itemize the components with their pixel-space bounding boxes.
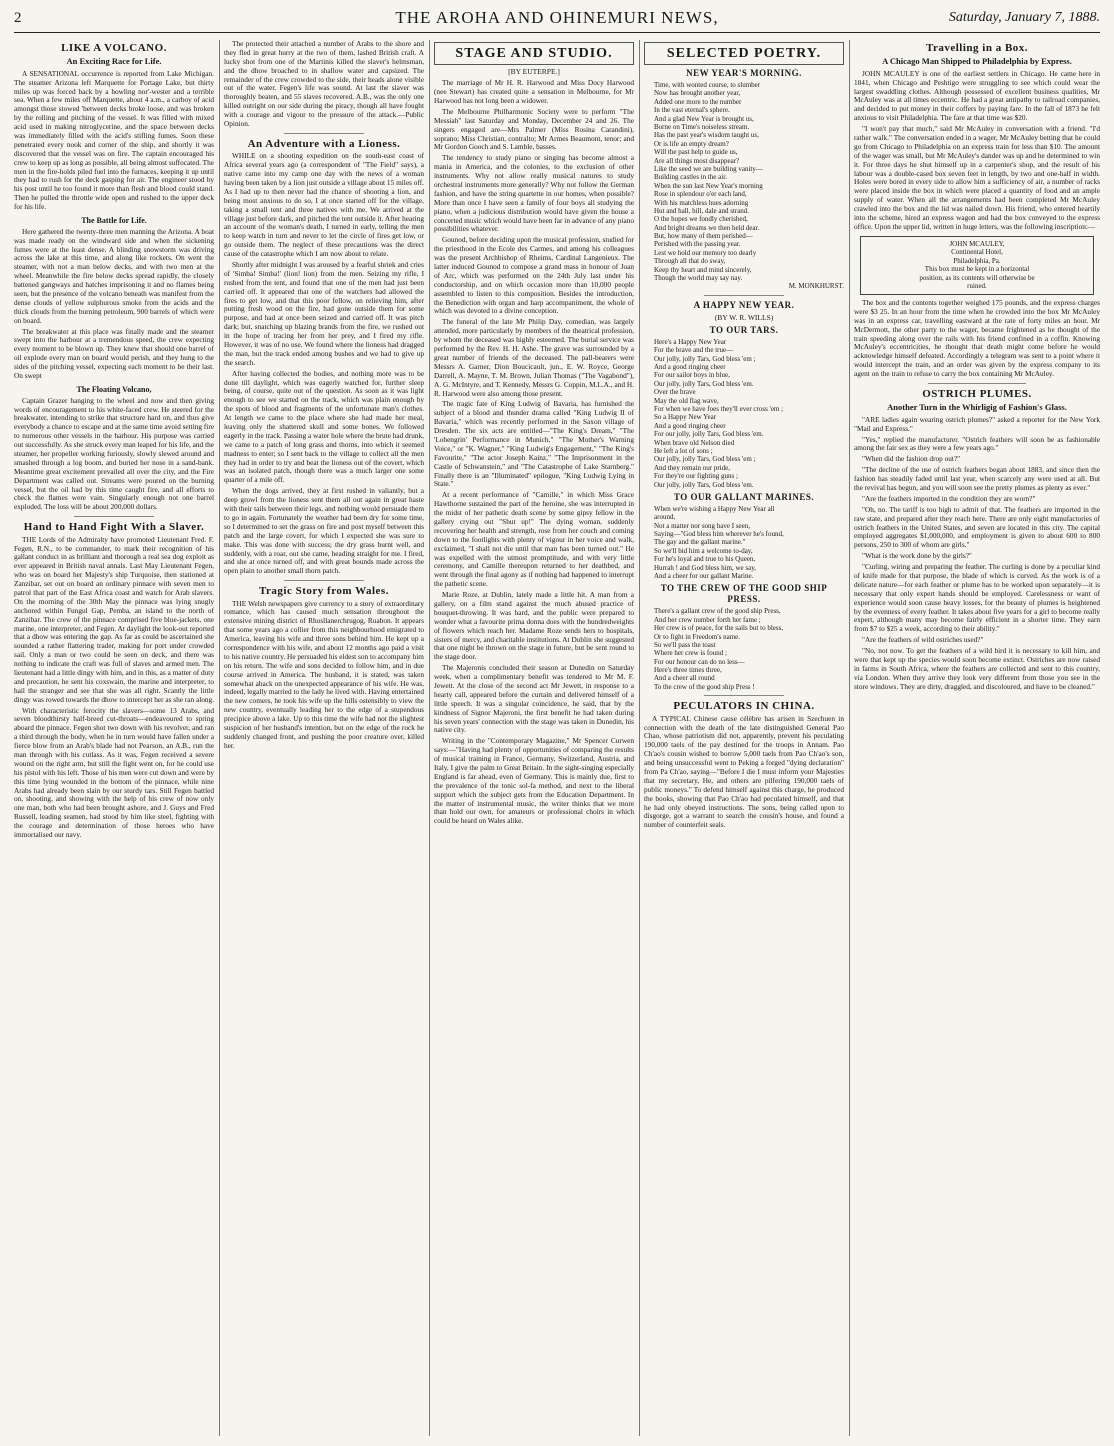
poem-title: A HAPPY NEW YEAR. — [693, 299, 795, 310]
subhead: The Floating Volcano, — [76, 384, 152, 394]
paragraph: The Majeronis concluded their season at Dunedin on Saturday week, when a complimentary benefit was tendered to Mr M. F. Jewett. At the close of the second act Mr Jewett, in response to a hearty call, appeared before the curtain and delivered himself of a little speech. It was a singular coincidence, he said, that by the kindness of Signor Majeroni, the first benefit he had taken during his seven years' connection with the stage was taken in Dunedin, his native city. — [434, 663, 634, 735]
paragraph: Shortly after midnight I was aroused by a fearful shriek and cries of 'Simba! Simba!' (lion! lion) from the men. Seizing my rifle, I rushed from the tent, and found that one of the men had just been carried off. It appeared that one of the watchers had allowed the fires to get low, and that this poor fellow, on relieving him, after putting fresh wood on the fire, had gone outside them for some purpose, and had at once been seized and carried off. It was pitch dark; but, snatching up blazing brands from the fire, we rushed out in the hope of tracing her from her prey, and I fired my rifle. However, it was of no use. We found where the lioness had dragged the man, but the track ended among bushes and we had to give up the search. — [224, 260, 424, 367]
poem-line: For our sailor boys in blue, — [654, 371, 730, 380]
paragraph: After having collected the bodies, and nothing more was to be done till daylight, which was eagerly watched for, further sleep being, of course, quite out of the question. As soon as it was light enough to see we started on the track, which was plain enough by the spots of blood and fragments of the unfortunate man's clothes. At length we came to the place where she had made her meal, leaving only the shattered skull and some bones. We followed eagerly in the track. Passing a water hole where the brute had drunk, we came to a patch of long grass and thorns, into which it seemed madness to enter; so I sent back to the village to collect all the men they had in order to try and beat the lioness out of the covert, which was an isolated patch, though there was a much larger one some quarter of a mile off. — [224, 368, 424, 485]
poem-line: Saying—"God bless him wherever he's found, — [654, 530, 784, 539]
paragraph: WHILE on a shooting expedition on the south-east coast of Africa several years ago (a correspondent of "The Field" says), a native came into my camp one day with the news of a woman having been taken by a lion just outside a village about 15 miles off. As I had up to then never had the chance of shooting a lion, and being most anxious to do so, I at once started off for the village, taking a small tent and three natives with me. We arrived at the village just before dark, and pitched the tent outside it. After hearing an account of the woman's death, I turned in early, telling the men to keep watch in turn and never to let the circle of fires get low, or go outside them. The neglect of these precautions was the direct cause of the catastrophe which I am now about to relate. — [224, 151, 424, 259]
poem-line: And they remain our pride, — [654, 463, 731, 472]
poem-subtitle: TO OUR GALLANT MARINES. — [673, 491, 815, 502]
article-title-volcano: LIKE A VOLCANO. — [61, 42, 167, 54]
article-subtitle-ostrich: Another Turn in the Whirligig of Fashion's Glass. — [887, 402, 1067, 413]
column-2 — [224, 40, 424, 1436]
poem-line: With his matchless hues adorning — [654, 198, 749, 207]
paragraph: "No, not now. To get the feathers of a wild bird it is necessary to kill him, and were that kept up the species would soon become extinct. Ostriches are now raised in farms in South Africa, where the feathers are collected and sent to this country, via London. When they arrive they look very different from those you see in the store windows. They are dirty, draggled, and discoloured, and have to be cleaned." — [854, 646, 1100, 691]
poem-line: When brave old Nelson died — [654, 438, 735, 447]
poem-line: Over the brave — [654, 388, 696, 397]
paragraph: "I won't pay that much," said Mr McAuley in conversation with a friend. "I'd rather walk." The conversation ended in a wager, Mr McAuley betting that he could go from Chicago to Philadelphia on an express train for less than $10. The amount of the wager was small, but Mr McAuley's dander was up and he determined to win it. For three days he shut himself up in a carpenter's shop, and the result of his labour was a double-cased box seven feet in length, by two and one-half in width. Holes were bored in every side to allow him a sufficiency of air, a number of racks were placed inside the box in which were placed a quantity of food and an ample supply of water. When all the arrangements had been completed Mr McAuley crawled into the box and the lid was nailed down. His friend, who entered heartily into the scheme, hired an express wagon and had the box conveyed to the express office. Upon the upper lid, written in huge letters, was the following inscription:— — [854, 124, 1100, 231]
poem-line: Or to fight in Freedom's name. — [654, 632, 741, 641]
paragraph: "When did the fashion drop out?" — [862, 454, 961, 464]
inscription-line: JOHN MCAULEY, — [949, 239, 1005, 248]
paragraph: When the dogs arrived, they at first rushed in valiantly, but a deep growl from the lioness sent them all out again in great haste with their tails between their legs, and nothing would persuade them to go in again. Fortunately the weather had been dry for some time, so I determined to set the grass on fire and post myself between this patch and the large covert, for which I expected she was sure to make. This was done with success; the dry grass burnt well, and suddenly, with a roar, out she came, heading straight for me. I fired, and she at once turned off, and with great bounds made across the open plain to another small thorn patch. — [224, 486, 424, 576]
article-title-peculators: PECULATORS IN CHINA. — [673, 700, 815, 713]
byline: (BY W. R. WILLS) — [714, 312, 774, 322]
inscription-line: Philadelphia, Pa. — [953, 256, 1001, 265]
poem-line: Keep thy heart and mind sincerely, — [654, 265, 752, 274]
paragraph: "The decline of the use of ostrich feathers began about 1883, and since then the fashion has steadily faded until last year, when scarcely any were used at all. But the revival has begun, and you will soon see the pretty plumes as plenty as ever." — [854, 465, 1100, 492]
poem-line: And her crew number forth her fame ; — [654, 615, 761, 624]
poem-line: May the old flag wave, — [654, 396, 719, 405]
poem-line: To the crew of the good ship Press ! — [654, 682, 755, 691]
poem-line: So we'll pass the toast — [654, 640, 716, 649]
byline: [BY EUTERPE.] — [508, 67, 560, 77]
article-title-hand-fight: Hand to Hand Fight With a Slaver. — [23, 521, 205, 534]
article-title-tragic: Tragic Story from Wales. — [259, 585, 389, 598]
paragraph: With characteristic ferocity the slavers—some 13 Arabs, and seven bloodthirsty half-breed cut-throats—endeavoured to spring aboard the pinnace. Fegen shot two down with his revolver, and ran a third through the body, when he in turn would have fallen under a fierce blow from an Arab's blade had not Pearson, an A.B., run the man through with his cutlass. As it was, Fegen received a severe wound on the right arm, but still the fight went on, for he could use his pistol with his left. Those of his men were cut down and were by this time lying wounded in the bottom of the pinnace, while nine Arabs had already been slain by our sturdy tars. Still Fegen battled on, shooting, and showing with the help of his crew of now only one man, both who had been brought ashore, and J. Guys and Fred Russell, leading seamen, had stood by him like steel, fighting with the courage and determination of those heroes who have immortalised our navy. — [14, 705, 214, 840]
poem-line: And a glad New Year is brought us, — [654, 114, 754, 123]
poem-line: So a Happy New Year — [654, 413, 717, 422]
poem-line: Has the past year's wisdom taught us, — [654, 131, 759, 140]
masthead — [0, 0, 1114, 36]
article-title-travelling: Travelling in a Box. — [925, 42, 1029, 54]
section-title-poetry: SELECTED POETRY. — [644, 42, 844, 65]
paragraph: "Are the feathers imported in the condition they are worn?" — [862, 493, 1036, 503]
poem-tars — [644, 338, 844, 489]
poem-subtitle: TO THE CREW OF THE GOOD SHIP PRESS. — [660, 583, 828, 605]
poem-line: For when we have foes they'll ever cross 'em ; — [654, 405, 784, 414]
poem-line: Are all things most disappear? — [654, 156, 740, 165]
column-3 — [434, 40, 634, 1436]
issue-date: Saturday, January 7, 1888. — [948, 10, 1100, 25]
poem-line: And a cheer all round — [654, 674, 715, 683]
paragraph: The tendency to study piano or singing has become almost a mania in America, and the colonies, to the exclusion of other instruments. Why not allow really musical natures to study orchestral instruments more generally? Why not follow the German fashion, and have the string quartette in our homes, when possible? More than once I have seen a family of four boys all studying the piano, when a judicious distribution would have given the house a concerted music which would have been far in advance of any piano possibilities whatever. — [434, 153, 634, 234]
poem-line: Hut and hall, hill, dale and strand. — [654, 206, 750, 215]
poem-marines — [644, 505, 844, 581]
poem-line: Rose in splendour o'er each land, — [654, 190, 747, 199]
column-divider — [639, 40, 640, 1436]
paragraph: The Melbourne Philharmonic Society were to perform "The Messiah" last Saturday and Monday, December 24 and 26. The singers engaged are—Mrs Palmer (Miss Rosina Carandini), soprano; Miss Christian, contralto; Mr Armes Beaumont, tenor; and Mr Gordon Gooch and S. Lamble, basses. — [434, 106, 634, 152]
poem-line: But, how many of them perished— — [654, 232, 753, 241]
paragraph: Gounod, before deciding upon the musical profession, studied for the priesthood in the Ecole des Carmes, and among his colleagues was the present Archbishop of Rheims, Cardinal Langenieux. The latter induced Gounod to compose a grand mass in honour of Joan of Arc, which was performed on the 24th July last under his conductorship, and on which occasion more than 10,000 people assembled to listen to this composition. Besides the introduction, the Benediction with organ and harp accompaniment, the whole of which was devoted to a divine conception. — [434, 235, 634, 316]
poem-line: And a cheer for our gallant Marine. — [654, 572, 754, 581]
poem-line: Like the seed we are building vanity— — [654, 164, 763, 173]
poem-line: Now has brought another year, — [654, 89, 741, 98]
paragraph: "ARE ladies again wearing ostrich plumes?" asked a reporter for the New York "Mail and Express." — [854, 414, 1100, 433]
paragraph: "Are the feathers of wild ostriches used?" — [862, 635, 984, 645]
column-divider — [849, 40, 850, 1436]
poem-line: Where her crew is found ; — [654, 649, 727, 658]
poem-line: Not a matter nor song have I seen, — [654, 521, 751, 530]
poem-line: The gay and the gallant marine." — [654, 538, 746, 547]
column-divider — [219, 40, 220, 1436]
separator — [704, 695, 784, 696]
poem-title: NEW YEAR'S MORNING. — [686, 68, 802, 79]
masthead-rule — [14, 32, 1100, 33]
paragraph: Captain Grazer hanging to the wheel and now and then giving words of encouragement to his white-faced crew. He steered for the breakwater, intending to strike that structure hard on, and thus give everybody a chance to escape and at the same time avoid setting fire to numerous other vessels in the harbour. His purpose was carried out successfully. As she struck every man leaped for his life, and the steamer, her propeller working furiously, slowly slewed around and smashed through a log boom, and buried her nose in a sand-bank. Meantime great excitement prevailed all over the city, and the Fire Department was called out. Streams were poured on the burning vessel, but the oil had by this time caught fire, and all efforts to check the flames were vain. Singularly enough not one barrel exploded. The loss will be about 200,000 dollars. — [14, 395, 214, 512]
box-inscription — [860, 236, 1094, 295]
paragraph: THE Welsh newspapers give currency to a story of extraordinary romance, which has caused much sensation throughout the extensive mining district of Rhosllanerchrugog, Ruabon. It appears that some years ago a collier from this neighbourhood emigrated to America, leaving his wife and three sons behind him. He kept up a correspondence with his wife, and about 12 months ago paid a visit to his native country. He persuaded his eldest son to accompany him on his return. The wife and sons decided to follow him, and in due course arrived in America. The husband, it is stated, was taken somewhat aback on the unexpected appearance of his wife. He was, indeed, legally married to the lady he lived with. Having entertained the new comers, he took his wife up the hills ostensibly to view the new country, eventually leading her to the edge of a stupendous precipice above a lake. Up to this time the wife had not the slightest suspicion of her husband's intention, but on the edge of the rock he suddenly changed front, and pushing the poor creature over, killed her. — [224, 598, 424, 750]
poem-line: Our jolly, jolly Tars, God bless 'em. — [654, 379, 754, 388]
poem-line: For our honour can do no less— — [654, 657, 745, 666]
poem-line: Our jolly, jolly Tars, God bless 'em ; — [654, 354, 756, 363]
poem-line: Our jolly, jolly Tars, God bless 'em ; — [654, 455, 756, 464]
paragraph: At a recent performance of "Camille," in which Miss Grace Hawthorne sustained the part of the heroine, she was interrupted in the midst of her pathetic death scene by some gipsy fellow in the gallery crying out "Shut up!" The dying woman, suddenly recovering her health and strength, rose from her couch and coming down to the footlights with plenty of vigour in her voice and walk, exclaimed, "I shall not die until that man has been turned out." He was expelled with the utmost promptitude, and with very little ceremony, and Camille thereupon returned to her deathbed, and went through the final agony as if nothing had happened to interrupt the pathetic scene. — [434, 490, 634, 589]
article-title-lioness: An Adventure with a Lioness. — [247, 137, 401, 150]
paragraph: "What is the work done by the girls?" — [862, 551, 972, 561]
inscription-line: ruined. — [967, 282, 987, 291]
poem-line: Though the world may say nay. — [654, 274, 743, 283]
poem-line: Her crew is of peace, for the sails but to bless, — [654, 624, 784, 633]
inscription-line: Continental Hotel, — [951, 248, 1003, 257]
column-5 — [854, 40, 1100, 1436]
poem-line: Time, with wonted course, to slumber — [654, 81, 761, 90]
paragraph: The protected their attached a number of Arabs to the shore and they fled in great hurry at the two of them, lashed British craft. A lucky shot from one of the Martinis killed the slaver's helmsman, and the dhow broached to in shallow water and capsized. The remainder of the crew crowded to the side, their heads alone visible out of the water. Fegen's life was sound. At last the slaver was thoroughly beaten, and 55 slaves recovered. A.B., was the only one killed outright on our side during the piracy, though all have fought with a courage and vigour to the pressure of the attack.—Public Opinion. — [224, 40, 424, 129]
paragraph: THE Lords of the Admiralty have promoted Lieutenant Fred. F. Fegen, R.N., to be commander, to mark their recognition of his gallant conduct in as brilliant and thorough a real sea dog exploit as ever appeared in British naval annals. Last May Lieutenant Fegen, who was on board her Majesty's ship Turquoise, then stationed at Zanzibar, set out on board an ordinary pinnace with seven men to patrol that part of the East Africa coast and watch for Arab slavers. On the morning of the 30th May the pinnace was lying snugly anchored within Fungul Gap, Pemba, an island to the north of Zanzibar. The crew of the pinnace comprised five blue-jackets, one marine, one interpreter, and Fegen. At daylight the look-out reported that a dhow was entering the gap. As far as could be ascertained she sounded a rather flattering trader, making for port under crowded sail. Only a man or two could be seen on deck, and there was nothing to indicate the craft was full of slaves and armed men. The lieutenant had a little dingy with him, and in this, as a matter of duty and precaution, he sent his coxswain, the marine and interpreter, to hail the stranger and see that she was all right. Scantly the little dingy was rowed towards the dhow to intercept her as she ran along. — [14, 534, 214, 704]
paragraph: A TYPICAL Chinese cause célèbre has arisen in Szechuen in connection with the death of the late distinguished General Pao Chao, whose patriotism did not, apparently, prevent his peculating 190,000 taels of the pay destined for the troops in Annam. Pao Ch'ao's cousin wished to borrow 5,000 taels from Pao Ch'ao's son, and being unsuccessful went to Peking a forged "dying declaration" from Pa Ch'ao, saying—"Before I die I must inform your Majesties that my secretary, He, and others are pilfering 190,000 taels of public moneys." To defend himself against this charge, he produced the books, showing that Pao Ch'ao had peculated himself, and that he had only obeyed instructions. The sons, being called upon to disgorge, got a warrant to search the cousin's house, and found a number of counterfeit seals. — [644, 713, 844, 830]
poem-line: Building castles in the air. — [654, 173, 727, 182]
paragraph: "Oh, no. The tariff is too high to admit of that. The feathers are imported in the raw state, and prepared after they reach here. There are only eight manufactories of ostrich feathers in the United States, and seven are located in this city. The capital employed aggregates $1,000,000, and employment is given to about 600 to 800 persons, 250 to 300 of whom are girls." — [854, 504, 1100, 550]
paragraph: "Yes," replied the manufacturer. "Ostrich feathers will soon be as fashionable among the fair sex as they were a few years ago." — [854, 434, 1100, 453]
paragraph: The box and the contents together weighed 175 pounds, and the express charges were $3 25. In an hour from the time when he crowded into the box Mr McAuley was in an express car, travelling eastward at the rate of forty miles an hour. Mr McDermott, the other party to the wager, became frightened as he thought of the train speeding along over the rails with his friend confined in a coffin. Knowing McAuley's eccentricities, he thought that death might come before he would acknowledge himself defeated. Accordingly a telegram was sent to a point where it would intercept the train, and an order was given by the express company to its agent on the train to refuse to carry the box containing Mr McAuley. — [854, 297, 1100, 379]
poem-line: around, — [654, 513, 676, 522]
poem-line: Here's a Happy New Year — [654, 337, 727, 346]
column-1 — [14, 40, 214, 1436]
paragraph: The breakwater at this place was finally made and the steamer swept into the harbour at a tremendous speed, the crew expecting every moment to be blown up. They knew that should one barrel of oil explode every man on board would perish, and they hung to the sides of the pitching vessel, expecting each moment to be their last. On swept — [14, 326, 214, 381]
paragraph: Here gathered the twenty-three men manning the Arizona. A boat was made ready on the windward side and when the sickening fumes were at the least dense. A blinding snowstorm was driving across the lake at this time, and along like rockets. On went the steamer, with not a man below decks, and with two men at the wheel. Meanwhile the fire below decks spread rapidly, the closely battened gangways and hatches imprisoning it and no flames being seen, but the presence of the volcano beneath was manifest from the dense clouds of yellow sulphurous smoke from the acids and the thick clouds from the burning petroleum, 900 barrels of which were on board. — [14, 226, 214, 325]
poem-line: Here's three times three, — [654, 666, 722, 675]
poem-line: And a good ringing cheer — [654, 363, 726, 372]
poem-signature: M. MONKHURST. — [788, 282, 844, 291]
separator — [74, 516, 154, 517]
poem-line: Our jolly, jolly Tars, God bless 'em. — [654, 480, 754, 489]
poem-line: Or is life an empty dream? — [654, 139, 729, 148]
inscription-line: position, as its contents will otherwise be — [919, 273, 1035, 282]
poem-line: So we'll bid him a welcome to-day, — [654, 546, 753, 555]
poem-line: He left a lot of sons ; — [654, 446, 713, 455]
paragraph: Marie Roze, at Dublin, lately made a little hit. A man from a gallery, on a film stand against the much abused practice of bouquet-throwing. It was hard, and the public were prepared to wonder what a favourite prima donna does with the hundredweights of flowers which reach her. Madame Roze sends hers to hospitals, sisters of mercy, and charitable institutions. At Dublin she suggested that one night be thrown on the stage in future, but be sent round to the stage door. — [434, 590, 634, 662]
paragraph: "Curling, wiring and preparing the feather. The curling is done by a peculiar kind of knife made for that purpose, the blade of which is curved. As the work is of a delicate nature—for each feather or plume has to be worked upon separately—it is necessary that only expert hands should be employed. Carelessness or want of experience would soon cause heavy losses, for the beauty of plumes is heightened by the evenness of every feather. It takes about five years for a girl to become really expert, although many may become fairly efficient in a shorter time. They earn from $7 to $25 a week, according to their ability." — [854, 562, 1100, 634]
separator — [284, 580, 364, 581]
poem-new-years-morning — [644, 81, 844, 291]
poem-line: Perished with the passing year. — [654, 240, 741, 249]
poem-line: Borne on Time's noiseless stream. — [654, 123, 750, 131]
paragraph: The funeral of the late Mr Philip Day, comedian, was largely attended, more particularly by members of the theatrical profession, by whom the deceased was highly esteemed. The burial service was performed by the Rev. H. H. Ashe. The grave was surrounded by a great number of friends of the deceased. The pall-bearers were Messrs A. Garner, Dion Boucicault, jun., E. W. Royce, George Darrell, A. Mayne, T. M. Brown, Julian Thomas ("The Vagabond"), A. G. McIntyre, and T. Kennedy, Messrs G. Coppin, M.L.A., and H. R. Harwood were also among those present. — [434, 317, 634, 398]
poem-line: For they're our fighting guns ; — [654, 472, 738, 481]
poem-line: Hurrah ! and God bless him, we say, — [654, 563, 756, 572]
poem-line: For he's loyal and true to his Queen, — [654, 555, 756, 564]
poem-line: In the vast eternal's sphere. — [654, 106, 730, 115]
paragraph: The tragic fate of King Ludwig of Bavaria, has furnished the subject of a blood and thunder drama called "King Ludwig II of Bavaria," which was recently performed in the Saxon village of Dresden. The six acts are entitled—"The King's Dream," "The 'Lohengrin' Performance in Munich," "The Mother's Warning Voice," or "K. Wagner," "King Ludwig's Engagement," "The King's Favourite," "The actor Joseph Kainz," "The Imprisonment in the Castle of Schwanstein," and "The Catastrophe of Lake Starnberg." Finally there is an "Illuminated" epilogue, "King Ludwig Lying in State." — [434, 399, 634, 489]
paragraph: JOHN MCAULEY is one of the earliest settlers in Chicago. He came here in 1841, when Chicago and Peshtigo were struggling to see which could wear the largest swaddling clothes. Although possessed of excellent business qualities, Mr McAuley was at all times eccentric. He had a great antipathy to railroad companies, and decided to put money in their coffers by paying fare. In the fall of 1873 he felt anxious to visit Philadelphia. The fare at that time was $20. — [854, 68, 1100, 123]
column-4 — [644, 40, 844, 1436]
poem-line: Will the past help to guide us, — [654, 148, 738, 157]
poem-line: And bright dreams we then held dear. — [654, 223, 760, 232]
paragraph: The marriage of Mr H. R. Harwood and Miss Docy Harwood (nee Stewart) has created quite a sensation in Melbourne, for Mr Harwood has not long been a widower. — [434, 78, 634, 105]
poem-line: For the brave and the true— — [654, 346, 734, 355]
poem-line: When we're wishing a Happy New Year all — [654, 504, 775, 513]
poem-subtitle: TO OUR TARS. — [709, 324, 779, 335]
article-subtitle-volcano: An Exciting Race for Life. — [66, 56, 162, 67]
poem-line: For our jolly, jolly Tars, God bless 'em. — [654, 430, 764, 439]
poem-line: When the sun last New Year's morning — [654, 181, 763, 190]
section-title-stage: STAGE AND STUDIO. — [434, 42, 634, 65]
page-number: 2 — [14, 10, 22, 26]
separator — [284, 133, 364, 134]
poem-line: There's a gallant crew of the good ship Press, — [654, 607, 781, 616]
separator — [928, 383, 1026, 384]
poem-line: Lest we hold our memory too dearly — [654, 248, 757, 257]
newspaper-title: THE AROHA AND OHINEMURI NEWS, — [395, 8, 719, 27]
paragraph: Writing in the "Contemporary Magazine," Mr Spencer Curwen says:—"Having had plenty of opportunities of comparing the results of musical training in France, Germany, Switzerland, Austria, and Italy, I give the palm to Great Britain. In the sight-singing especially England is far ahead, even of Germany. This is mainly due, first to the prevalence of the tonic sol-fa method, and next to the liberal support which the subject gets from the Education Department. In the matter of instrumental music, the writer thinks that we more than hold our own, for amateurs or professional choirs in which could be heard on Wales alike. — [434, 736, 634, 826]
paragraph: A SENSATIONAL occurrence is reported from Lake Michigan. The steamer Arizona left Marquette for Portage Lake, but thirty miles up was forced back by a howling nor'-wester and a terrible sea. When a few miles off Marquette, about 4 a.m., a carboy of acid amongst those stowed 'between decks broke loose, and was broken by the rolling and pitching of the vessel. It was filled with mixed acid used in making nitroglycerine, and the space between decks was immediately filled with the acid's stifling fumes. Soon these penetrated every nook and corner of the ship, and shortly it was discovered that the vessel was on fire. The captain encouraged his crew to keep up as long as possible, all being almost suffocated. The men in the fire-holds piled fuel into the furnaces, keeping it up until they had to rush for the deck gasping for air. The engineer stood by his post until he too found it more than flesh and blood could stand. Then he pulled the throttle wide open and rushed to the upper deck for his life. — [14, 68, 214, 212]
poem-crew — [644, 607, 844, 691]
poem-line: And a good ringing cheer — [654, 421, 726, 430]
poem-line: Added one more to the number — [654, 97, 742, 106]
poem-line: O the hopes we fondly cherished, — [654, 215, 748, 224]
column-divider — [429, 40, 430, 1436]
inscription-line: This box must be kept in a horizontal — [924, 265, 1030, 274]
poem-line: Through all that do sway, — [654, 257, 726, 266]
article-title-ostrich: OSTRICH PLUMES. — [922, 388, 1032, 400]
subhead: The Battle for Life. — [81, 216, 147, 226]
separator — [704, 295, 784, 296]
article-subtitle-travelling: A Chicago Man Shipped to Philadelphia by Express. — [882, 56, 1072, 67]
